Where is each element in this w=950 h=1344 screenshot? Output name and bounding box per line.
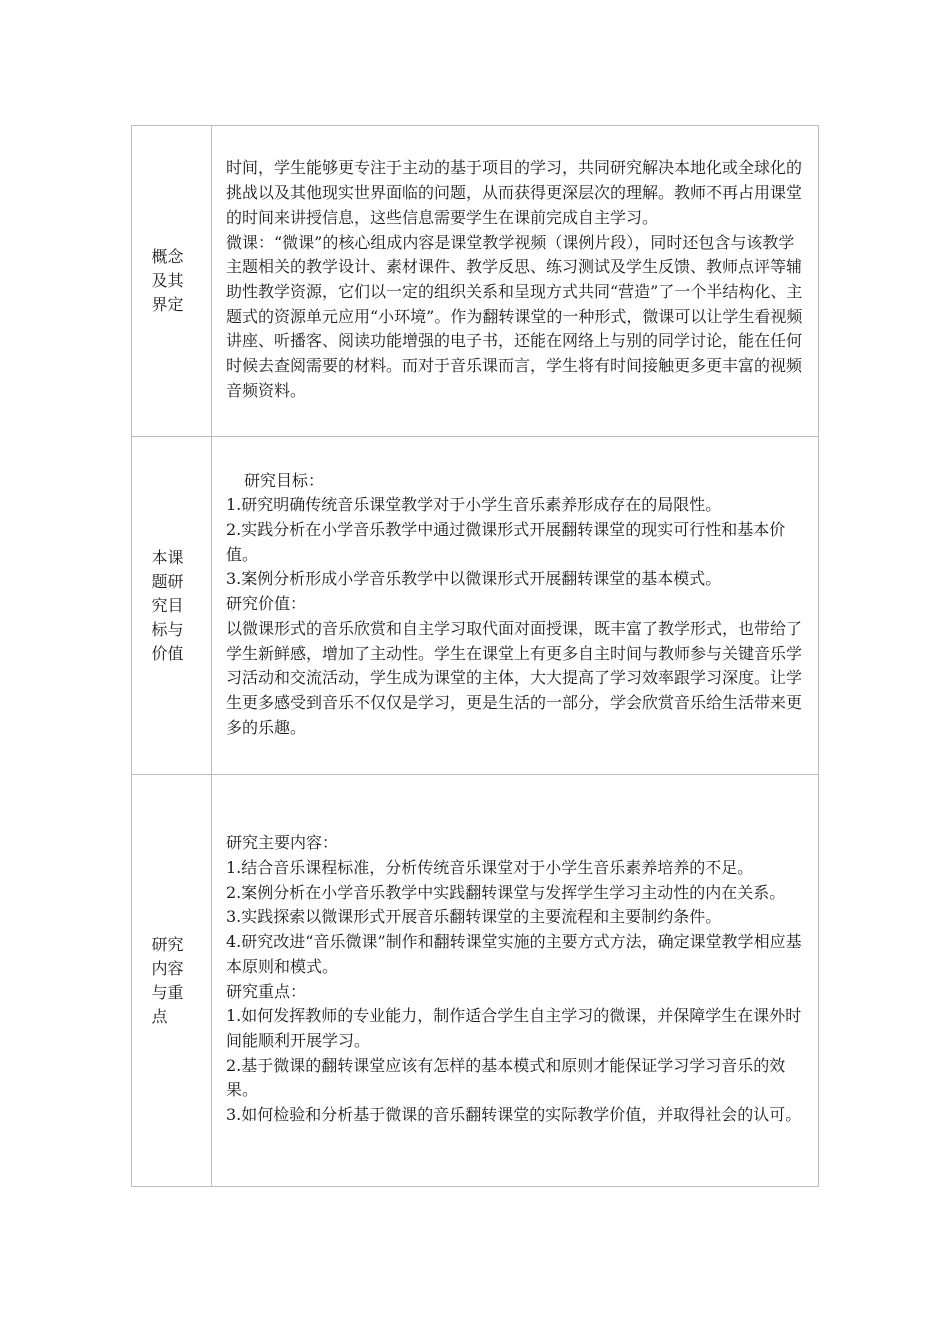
row-label-text: 本课题研究目标与价值 [151,547,184,663]
section-heading: 研究重点： [226,981,307,1001]
paragraph: 时间，学生能够更专注于主动的基于项目的学习，共同研究解决本地化或全球化的挑战以及其他现实世界面临的问题，从而获得更深层次的理解。教师不再占用课堂的时间来讲授信息，这些信息需要学生在课前完成自主学习。 [226,158,803,227]
list-item: 2.案例分析在小学音乐教学中实践翻转课堂与发挥学生学习主动性的内在关系。 [226,882,786,902]
list-item: 3.案例分析形成小学音乐教学中以微课形式开展翻转课堂的基本模式。 [226,569,722,589]
row-content-goals [212,437,819,775]
row-content-content [212,775,819,1187]
list-item: 2.实践分析在小学音乐教学中通过微课形式开展翻转课堂的现实可行性和基本价值。 [226,520,786,564]
document-table [131,125,819,1187]
list-item: 4.研究改进“音乐微课”制作和翻转课堂实施的主要方式方法，确定课堂教学相应基本原则和模式。 [226,932,802,976]
list-item: 1.结合音乐课程标准，分析传统音乐课堂对于小学生音乐素养培养的不足。 [226,857,754,877]
list-item: 1.如何发挥教师的专业能力，制作适合学生自主学习的微课，并保障学生在课外时间能顺利开展学习。 [226,1006,802,1050]
list-item: 1.研究明确传统音乐课堂教学对于小学生音乐素养形成存在的局限性。 [226,495,722,515]
row-label-text: 研究内容与重点 [151,934,184,1026]
list-item: 2.基于微课的翻转课堂应该有怎样的基本模式和原则才能保证学习学习音乐的效果。 [226,1055,786,1100]
row-label-content [132,775,212,1187]
row-label-concept [132,126,212,437]
section-heading: 研究价值： [226,594,307,614]
paragraph: 微课：“微课”的核心组成内容是课堂教学视频（课例片段），同时还包含与该教学主题相关的教学设计、素材课件、教学反思、练习测试及学生反馈、教师点评等辅助性教学资源，它们以一定的组织关系和呈现方式共同“营造”了一个半结构化、主题式的资源单元应用“小环境”。作为翻转课堂的一种形式，微课可以让学生看视频讲座、听播客、阅读功能增强的电子书，还能在网络上与别的同学讨论，能在任何时候去查阅需要的材料。而对于音乐课而言，学生将有时间接触更多更丰富的视频音频资料。 [226,232,803,400]
section-heading: 研究主要内容： [226,833,339,853]
table-row [132,775,819,1187]
paragraph: 以微课形式的音乐欣赏和自主学习取代面对面授课，既丰富了教学形式，也带给了学生新鲜感，增加了主动性。学生在课堂上有更多自主时间与教师参与关键音乐学习活动和交流活动，学生成为课堂的主体，大大提高了学习效率跟学习深度。让学生更多感受到音乐不仅仅是学习，更是生活的一部分，学会欣赏音乐给生活带来更多的乐趣。 [226,618,803,737]
row-label-text: 概念及其界定 [151,247,184,314]
row-label-goals [132,437,212,775]
list-item: 3.如何检验和分析基于微课的音乐翻转课堂的实际教学价值，并取得社会的认可。 [226,1105,802,1125]
row-content-concept [212,126,819,437]
table-row [132,437,819,775]
section-heading: 研究目标： [244,470,325,490]
list-item: 3.实践探索以微课形式开展音乐翻转课堂的主要流程和主要制约条件。 [226,907,722,927]
table-row [132,126,819,437]
